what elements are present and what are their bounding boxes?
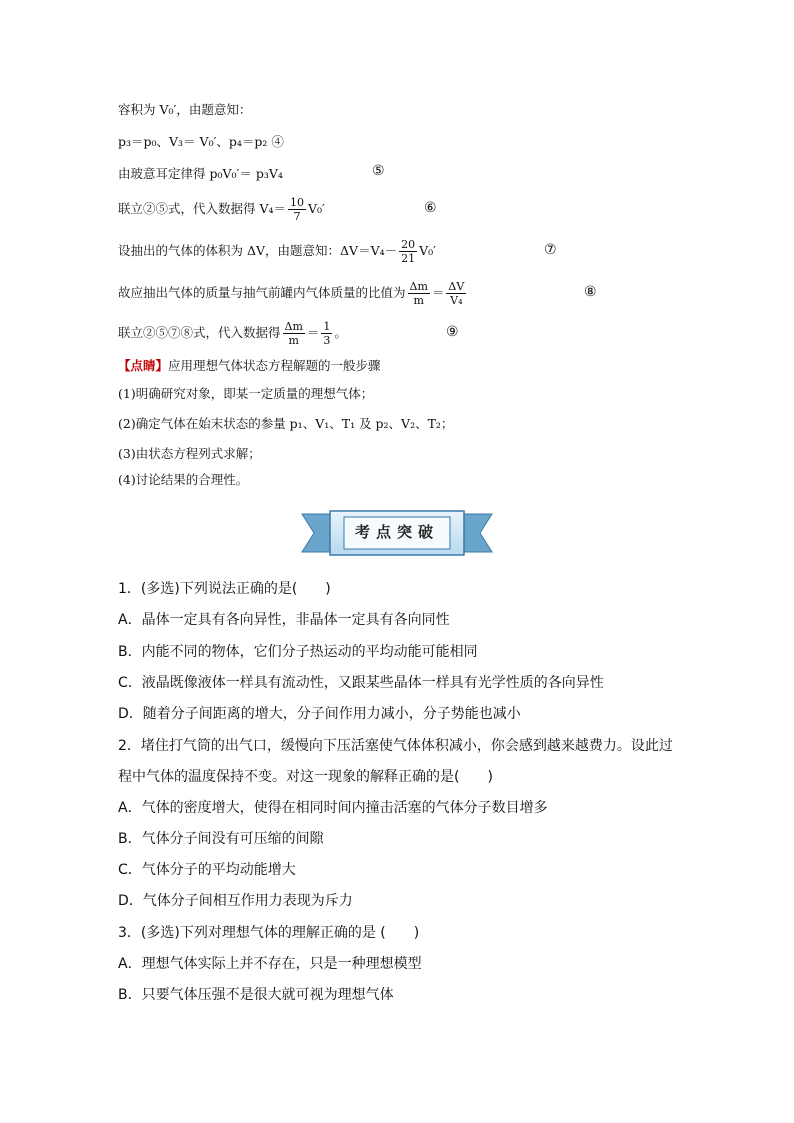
question-2-option-c: C．气体分子的平均动能增大	[118, 862, 296, 878]
line5-prefix: 设抽出的气体的体积为 ΔV，由题意知：ΔV＝V₄－	[118, 243, 398, 258]
equation-mark-9: ⑨	[446, 324, 459, 340]
tip-label: 【点睛】	[118, 358, 169, 373]
solution-line-1: 容积为 V₀′，由题意知：	[118, 102, 252, 117]
equals-sign: ＝	[431, 285, 445, 300]
section-banner	[300, 508, 494, 558]
fraction-numerator: ΔV	[448, 280, 465, 293]
solution-line-7	[118, 320, 347, 347]
equation-mark-6: ⑥	[424, 200, 437, 216]
fraction-numerator: 10	[290, 196, 305, 209]
solution-line-4	[118, 196, 325, 223]
fraction-10-7	[288, 196, 306, 223]
fraction-dv-v4	[446, 280, 466, 307]
line7-prefix: 联立②⑤⑦⑧式，代入数据得	[118, 325, 281, 340]
solution-line-2: p₃＝p₀、V₃＝ V₀′、p₄＝p₂ ④	[118, 134, 284, 149]
fraction-numerator: Δm	[409, 280, 428, 293]
question-2-line-1: 2．堵住打气筒的出气口，缓慢向下压活塞使气体体积减小，你会感到越来越费力。设此过	[118, 738, 673, 754]
fraction-denominator: 3	[323, 334, 331, 347]
banner-title: 考点突破	[354, 523, 439, 541]
fraction-denominator: 7	[293, 210, 301, 223]
tip-step-1: (1)明确研究对象，即某一定质量的理想气体；	[118, 386, 374, 401]
fraction-numerator: 1	[323, 320, 331, 333]
equation-mark-5: ⑤	[372, 163, 385, 179]
question-3: 3．(多选)下列对理想气体的理解正确的是 ( )	[118, 925, 420, 941]
tip-step-4: (4)讨论结果的合理性。	[118, 472, 249, 487]
line4-prefix: 联立②⑤式，代入数据得 V₄＝	[118, 201, 287, 216]
question-1-option-a: A．晶体一定具有各向异性，非晶体一定具有各向同性	[118, 612, 450, 628]
tip-title: 应用理想气体状态方程解题的一般步骤	[168, 358, 381, 373]
equals-sign: ＝	[306, 325, 320, 340]
fraction-dm-m	[408, 280, 430, 307]
fraction-denominator: m	[413, 294, 424, 307]
fraction-denominator: m	[288, 334, 299, 347]
question-3-option-a: A．理想气体实际上并不存在，只是一种理想模型	[118, 956, 422, 972]
question-1-option-d: D．随着分子间距离的增大，分子间作用力减小，分子势能也减小	[118, 706, 521, 722]
fraction-numerator: 20	[401, 238, 416, 251]
fraction-denominator: 21	[401, 252, 416, 265]
fraction-1-3	[321, 320, 332, 347]
question-2-option-b: B．气体分子间没有可压缩的间隙	[118, 831, 324, 847]
solution-line-5	[118, 238, 436, 265]
solution-line-3: 由玻意耳定律得 p₀V₀′＝ p₃V₄	[118, 166, 283, 181]
equation-mark-7: ⑦	[544, 242, 557, 258]
line6-prefix: 故应抽出气体的质量与抽气前罐内气体质量的比值为	[118, 285, 406, 300]
tip-step-3: (3)由状态方程列式求解；	[118, 446, 261, 461]
question-2-line-2: 程中气体的温度保持不变。对这一现象的解释正确的是( )	[118, 769, 493, 785]
line5-suffix: V₀′	[419, 243, 437, 258]
solution-line-6	[118, 280, 468, 307]
fraction-20-21	[399, 238, 417, 265]
line7-suffix: 。	[334, 325, 347, 340]
question-1-option-c: C．液晶既像液体一样具有流动性，又跟某些晶体一样具有光学性质的各向异性	[118, 675, 604, 691]
fraction-numerator: Δm	[284, 320, 303, 333]
question-2-option-d: D．气体分子间相互作用力表现为斥力	[118, 893, 353, 909]
line4-suffix: V₀′	[308, 201, 325, 216]
fraction-denominator: V₄	[450, 294, 463, 307]
tip-step-2: (2)确定气体在始末状态的参量 p₁、V₁、T₁ 及 p₂、V₂、T₂；	[118, 416, 454, 431]
equation-mark-8: ⑧	[584, 284, 597, 300]
fraction-dm-m	[283, 320, 305, 347]
question-1: 1．(多选)下列说法正确的是( )	[118, 581, 331, 597]
question-3-option-b: B．只要气体压强不是很大就可视为理想气体	[118, 987, 394, 1003]
tip-heading	[118, 356, 381, 376]
question-2-option-a: A．气体的密度增大，使得在相同时间内撞击活塞的气体分子数目增多	[118, 800, 548, 816]
question-1-option-b: B．内能不同的物体，它们分子热运动的平均动能可能相同	[118, 644, 478, 660]
